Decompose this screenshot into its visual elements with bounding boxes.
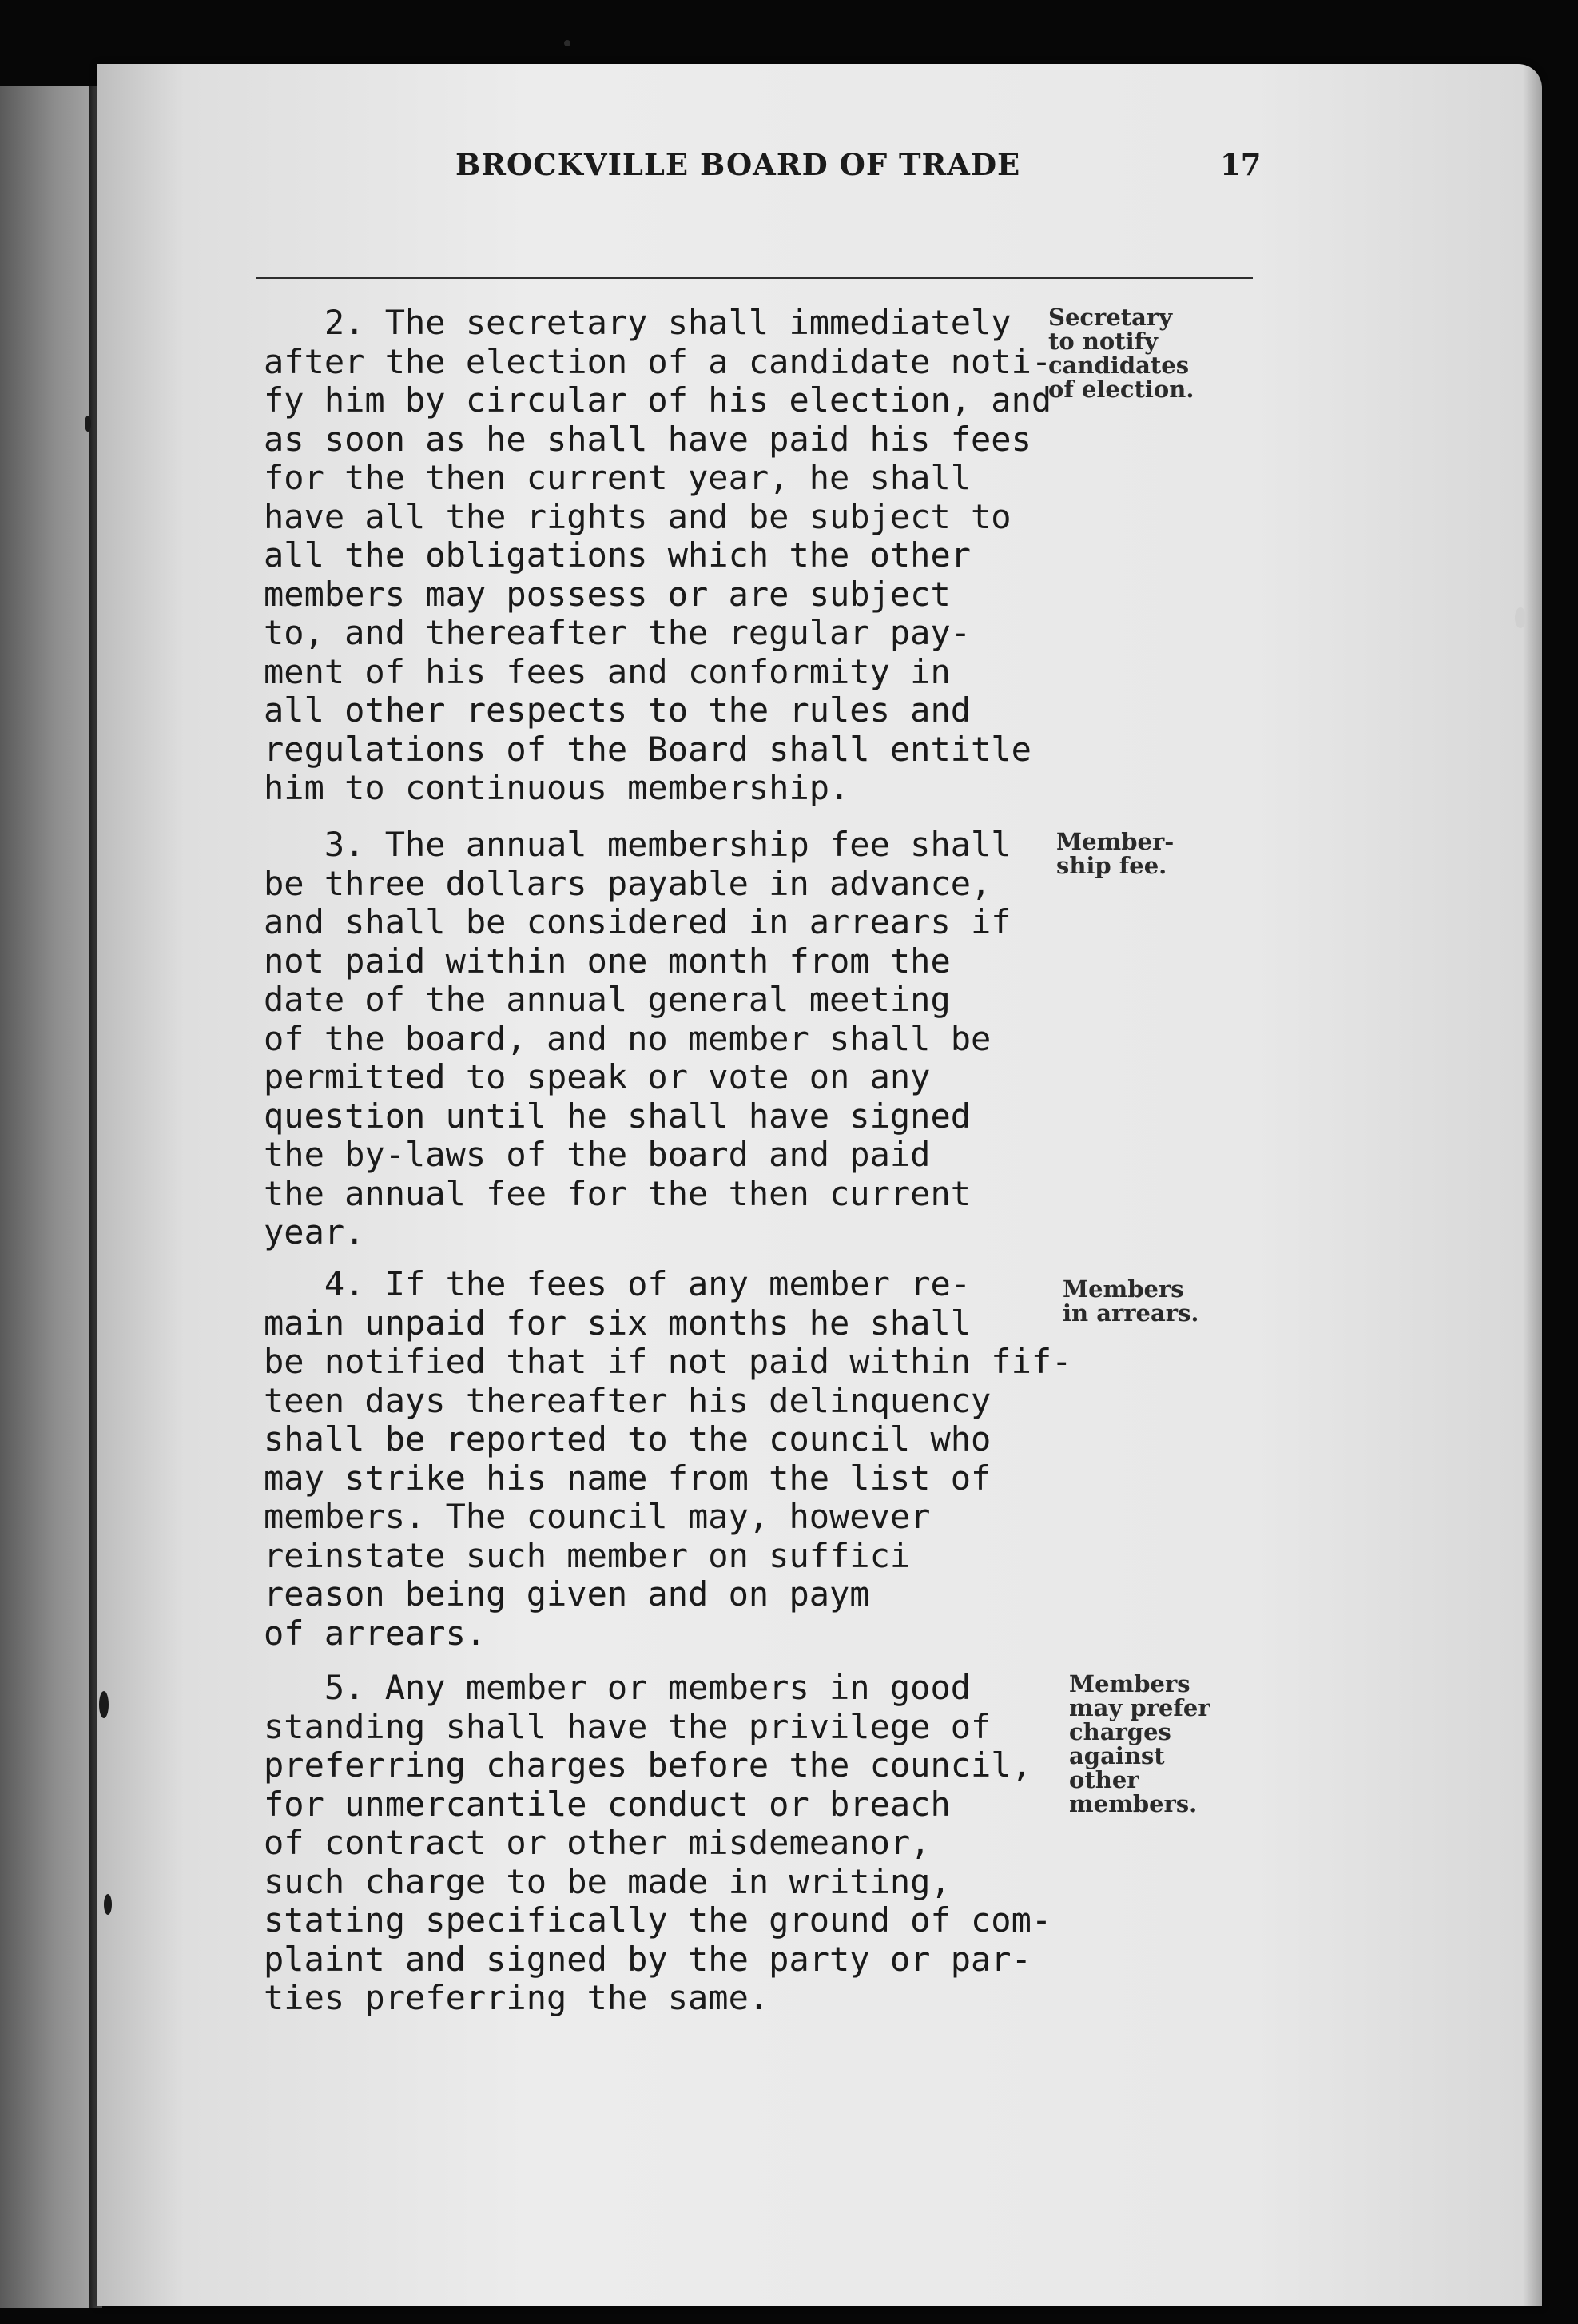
note-line: against (1069, 1742, 1165, 1769)
page-number: 17 (1220, 147, 1262, 182)
text-line: the by-laws of the board and paid (264, 1135, 931, 1174)
note-line: in arrears. (1063, 1299, 1199, 1327)
paragraph-2 (264, 303, 1052, 808)
text-line: preferring charges before the council, (264, 1745, 1031, 1785)
text-line: 4. If the fees of any member re- (264, 1264, 972, 1303)
page-edge-shadow (1523, 64, 1542, 2306)
note-line: to notify (1048, 328, 1158, 355)
scan-speck (85, 416, 91, 432)
text-line: of the board, and no member shall be (264, 1018, 992, 1058)
text-line: reason being given and on paym (264, 1574, 870, 1614)
text-line: after the election of a candidate noti- (264, 341, 1052, 381)
text-line: 2. The secretary shall immediately (264, 303, 1012, 342)
text-line: as soon as he shall have paid his fees (264, 419, 1031, 459)
margin-note-arrears (1063, 1277, 1199, 1325)
text-line: and shall be considered in arrears if (264, 902, 1012, 941)
text-line: for unmercantile conduct or breach (264, 1784, 951, 1824)
text-line: stating specifically the ground of com- (264, 1900, 1052, 1940)
margin-note-charges (1069, 1672, 1210, 1816)
text-line: him to continuous membership. (264, 768, 850, 807)
text-line: to, and thereafter the regular pay- (264, 613, 972, 652)
scan-speck (564, 40, 570, 46)
scan-speck (104, 1894, 112, 1915)
text-line: be three dollars payable in advance, (264, 863, 992, 903)
text-line: the annual fee for the then current (264, 1173, 972, 1213)
scan-speck (99, 1691, 109, 1718)
text-line: question until he shall have signed (264, 1096, 972, 1136)
text-line: year. (264, 1212, 365, 1252)
note-line: of election. (1048, 376, 1194, 403)
note-line: Members (1063, 1275, 1184, 1303)
note-line: other (1069, 1766, 1139, 1793)
text-line: members may possess or are subject (264, 574, 951, 614)
text-line: 3. The annual membership fee shall (264, 825, 1012, 864)
text-line: 5. Any member or members in good (264, 1668, 972, 1707)
text-line: teen days thereafter his delinquency (264, 1380, 992, 1420)
note-line: may prefer (1069, 1694, 1210, 1721)
text-line: all the obligations which the other (264, 535, 972, 575)
note-line: charges (1069, 1718, 1171, 1745)
text-line: be notified that if not paid within fif- (264, 1342, 1072, 1381)
paragraph-3 (264, 826, 1023, 1252)
text-line: main unpaid for six months he shall (264, 1303, 972, 1343)
text-line: have all the rights and be subject to (264, 496, 1012, 536)
text-line: may strike his name from the list of (264, 1458, 992, 1498)
text-line: permitted to speak or vote on any (264, 1057, 931, 1096)
note-line: candidates (1048, 352, 1190, 379)
note-line: Secretary (1048, 304, 1173, 331)
note-line: Member- (1056, 828, 1175, 855)
margin-note-membership-fee (1056, 830, 1174, 877)
text-line: date of the annual general meeting (264, 980, 951, 1019)
running-title: BROCKVILLE BOARD OF TRADE (455, 147, 1021, 182)
note-line: members. (1069, 1790, 1198, 1817)
text-line: not paid within one month from the (264, 941, 951, 981)
paragraph-5 (264, 1668, 1052, 2018)
scan-speck (1515, 607, 1526, 628)
text-line: for the then current year, he shall (264, 458, 972, 497)
header-rule (256, 277, 1253, 279)
text-line: regulations of the Board shall entitle (264, 729, 1031, 769)
text-line: standing shall have the privilege of (264, 1706, 992, 1746)
margin-note-secretary (1048, 305, 1194, 401)
text-line: members. The council may, however (264, 1497, 931, 1536)
note-line: Members (1069, 1670, 1190, 1697)
text-line: of contract or other misdemeanor, (264, 1823, 931, 1862)
text-line: ment of his fees and conformity in (264, 651, 951, 691)
text-line: such charge to be made in writing, (264, 1861, 951, 1901)
text-line: ties preferring the same. (264, 1978, 769, 2017)
text-line: all other respects to the rules and (264, 690, 972, 730)
text-line: fy him by circular of his election, and (264, 380, 1052, 420)
note-line: ship fee. (1056, 852, 1167, 879)
text-line: plaint and signed by the party or par- (264, 1939, 1031, 1979)
text-line: of arrears. (264, 1613, 487, 1653)
paragraph-4 (264, 1264, 1072, 1653)
text-line: reinstate such member on suffici (264, 1535, 911, 1575)
text-line: shall be reported to the council who (264, 1419, 992, 1458)
